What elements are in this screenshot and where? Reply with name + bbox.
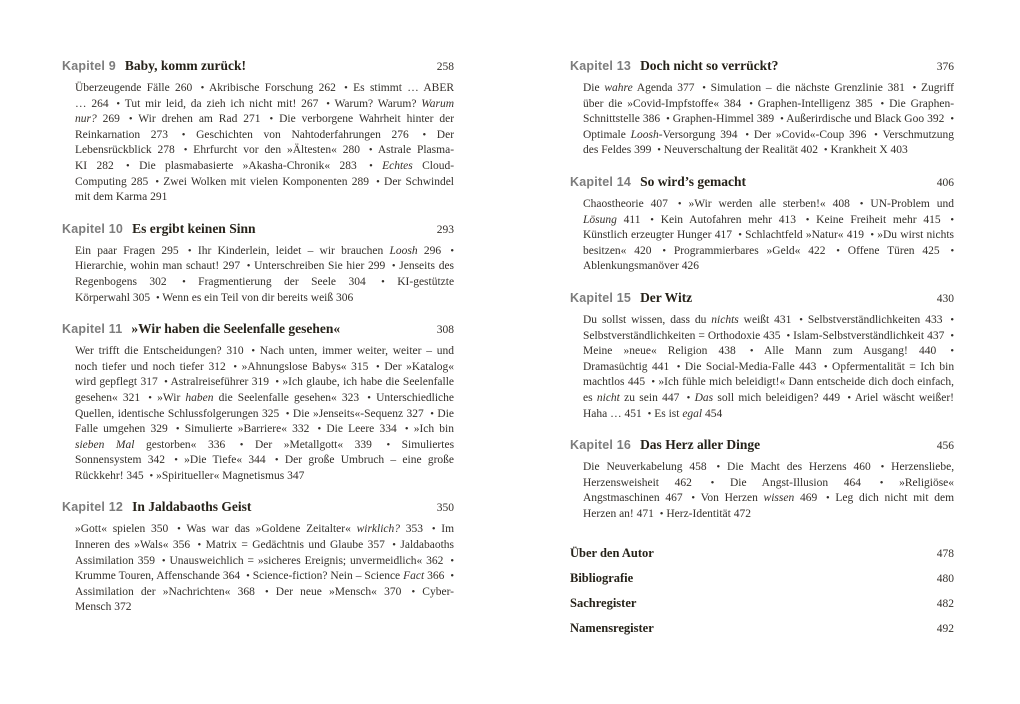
backmatter-page-number: 478 [936,548,954,561]
toc-entry: Du sollst wissen, dass du nichts weißt 431 [583,313,792,326]
bullet-separator: • [450,555,454,567]
chapter-title: Es ergibt keinen Sinn [132,220,256,236]
chapter-page-number: 456 [936,440,954,453]
toc-entry: Assimilation der »Nachrichten« 368 [75,585,255,598]
bullet-separator: • [386,439,391,451]
bullet-separator: • [912,83,917,94]
toc-entry: Unterschreiben Sie hier 299 [254,260,386,273]
bullet-separator: • [805,214,810,226]
bullet-separator: • [786,330,791,342]
toc-entry: Unterschiedliche Quellen, identische Schlussfolgerungen 325 [75,391,455,420]
chapter-title: »Wir haben die Seelenfalle gesehen« [131,321,341,337]
toc-entry: Programmierbares »Geld« 422 [673,244,826,257]
bullet-separator: • [376,176,380,188]
toc-column-right [570,57,954,646]
bullet-separator: • [431,524,436,536]
chapter-section [570,436,954,522]
toc-column-left [62,57,454,630]
chapter-number-label: Kapitel 15 [570,290,632,305]
bullet-separator: • [149,470,154,482]
bullet-separator: • [155,292,160,304]
backmatter-title: Über den Autor [570,546,654,561]
bullet-separator: • [246,571,250,583]
bullet-separator: • [161,555,166,567]
bullet-separator: • [950,114,955,126]
toc-entry: UN-Problem und Lösung 411 [583,197,955,226]
chapter-page-number: 350 [436,502,454,515]
bullet-separator: • [181,129,186,141]
bullet-separator: • [392,540,396,552]
bullet-separator: • [368,145,373,157]
bullet-separator: • [677,198,682,210]
bullet-separator: • [780,114,784,126]
chapter-number-label: Kapitel 10 [62,221,124,236]
toc-entry: Der große Umbruch – eine große Rückkehr! 345 [75,454,455,482]
toc-entry: Ariel wäscht weißer! Haha … 451 [583,391,954,420]
toc-entry: Die Leere 334 [326,423,397,436]
chapter-heading [570,57,954,76]
chapter-entries [75,344,454,484]
toc-entry: Krankheit X 403 [830,144,908,157]
toc-entry: Neuverschaltung der Realität 402 [663,144,819,157]
chapter-section [62,57,454,206]
bullet-separator: • [183,145,188,157]
bullet-separator: • [662,245,666,257]
bullet-separator: • [174,455,178,467]
chapter-entries [583,313,954,422]
bullet-separator: • [870,230,874,242]
bullet-separator: • [651,377,656,389]
toc-entry: »Ich fühle mich beleidigt!« Dann entscheide dich doch einfach, es nicht zu sein 447 [583,376,955,404]
toc-entry: Echtes Cloud-Computing 285 [75,159,455,188]
bullet-separator: • [177,524,181,536]
bullet-separator: • [825,493,830,505]
toc-entry: Keine Freiheit mehr 415 [816,213,941,226]
bullet-separator: • [666,114,670,126]
toc-entry: Wenn es ein Teil von dir bereits weiß 306 [162,291,354,304]
toc-entry: Es ist egal 454 [654,407,723,420]
toc-entry: Die Social-Media-Falle 443 [684,360,817,373]
toc-entry: »Wir haben die Seelenfalle gesehen« 323 [157,391,360,404]
bullet-separator: • [716,462,721,474]
bullet-separator: • [274,455,279,467]
chapter-heading [62,320,454,339]
toc-entry: Außerirdische und Black Goo 392 [786,113,945,126]
toc-entry: Die »Jenseits«-Sequenz 327 [292,407,424,420]
toc-entry: Selbstverständlichkeiten = Orthodoxie 435 [583,329,781,342]
toc-entry: Hierarchie, wohin man schaut! 297 [75,260,241,273]
bullet-separator: • [950,330,954,342]
backmatter-page-number: 492 [936,623,954,636]
chapter-entries [583,460,954,522]
chapter-page-number: 308 [436,324,454,337]
toc-entry: Graphen-Intelligenz 385 [757,97,873,110]
bullet-separator: • [422,129,427,141]
bullet-separator: • [344,83,348,94]
toc-entry: »Spiritueller« Magnetismus 347 [156,469,305,482]
chapter-section [62,320,454,484]
chapter-number-label: Kapitel 9 [62,59,116,73]
toc-entry: Warum? Warum? Warum nur? 269 [75,97,455,126]
bullet-separator: • [745,129,749,141]
bullet-separator: • [251,346,256,358]
bullet-separator: • [702,83,706,94]
bullet-separator: • [404,424,409,436]
toc-entry: Die Graphen-Schnittstelle 386 [583,97,955,126]
bullet-separator: • [879,477,884,489]
chapter-number-label: Kapitel 12 [62,500,124,515]
chapter-heading [570,436,954,455]
bullet-separator: • [799,314,803,326]
bullet-separator: • [823,145,828,157]
toc-entry: Optimale Loosh-Versorgung 394 [583,128,738,141]
bullet-separator: • [246,261,251,273]
toc-entry: Nach unten, immer weiter, weiter – und noch tiefer und noch tiefer 312 [75,345,455,373]
bullet-separator: • [710,477,715,489]
bullet-separator: • [233,361,238,373]
toc-entry: Simulierte »Barriere« 332 [184,423,310,436]
chapter-section [570,57,954,159]
chapter-page-number: 406 [936,176,954,189]
toc-entry: Herz-Identität 472 [666,507,751,520]
chapter-section [62,498,454,616]
bullet-separator: • [659,508,664,520]
toc-entry: Zwei Wolken mit vielen Komponenten 289 [163,175,369,188]
bullet-separator: • [836,245,840,257]
chapter-title: Der Witz [640,289,693,305]
bullet-separator: • [430,408,434,420]
toc-entry: Ehrfurcht vor den »Ältesten« 280 [193,144,360,157]
toc-entry: »Wir werden alle sterben!« 408 [688,197,850,210]
chapter-entries [583,81,954,159]
toc-entry: »Gott« spielen 350 [75,523,169,536]
toc-entry: Die Falle umgehen 329 [75,407,454,436]
toc-entry: »Religiöse« Angstmaschinen 467 [583,476,955,505]
bullet-separator: • [874,129,878,141]
toc-entry: Fragmentierung der Seele 304 [198,275,366,288]
chapter-page-number: 376 [936,61,954,73]
toc-entry: Der neue »Mensch« 370 [275,585,402,598]
chapter-section [570,289,954,422]
toc-entry: Astrale Plasma-KI 282 [75,144,455,172]
toc-entry: Jaldabaoths Assimilation 359 [75,539,455,567]
chapter-page-number: 258 [436,61,454,73]
toc-entry: Die plasmabasierte »Akasha-Chronik« 283 [139,159,357,172]
bullet-separator: • [155,176,160,188]
toc-entry: Kein Autofahren mehr 413 [660,213,796,226]
bullet-separator: • [450,571,455,583]
bullet-separator: • [950,214,955,226]
toc-entry: Der »Covid«-Coup 396 [753,128,867,141]
toc-entry: Es stimmt … ABER … 264 [75,82,455,110]
toc-entry: Akribische Forschung 262 [208,82,336,94]
toc-entry: »Ich glaube, ich habe die Seelenfalle gesehen« 321 [75,376,455,404]
toc-entry: Was war das »Goldene Zeitalter« wirklich? 353 [186,523,424,536]
toc-entry: Das soll mich beleidigen? 449 [694,391,841,404]
toc-entry: Herzensliebe, Herzensweisheit 462 [583,461,955,489]
backmatter-page-number: 482 [936,598,954,611]
chapter-heading [570,173,954,192]
bullet-separator: • [691,493,696,505]
toc-entry: Alle Mann zum Ausgang! 440 [764,345,937,358]
chapter-title: Doch nicht so verrückt? [640,58,779,73]
chapter-number-label: Kapitel 14 [570,174,632,189]
toc-entry: Die Macht des Herzens 460 [727,461,871,474]
toc-entry: »Ich bin sieben Mal gestorben« 336 [75,423,454,451]
bullet-separator: • [128,114,133,126]
bullet-separator: • [657,145,661,157]
bullet-separator: • [187,245,192,257]
chapter-heading [62,220,454,239]
chapter-title: Baby, komm zurück! [124,58,247,73]
bullet-separator: • [880,98,885,110]
toc-entry: Im Inneren des »Wals« 356 [75,523,455,552]
backmatter-page-number: 480 [936,573,954,586]
bullet-separator: • [391,261,396,273]
toc-entry: »Ahnungslose Babys« 315 [241,360,369,373]
bullet-separator: • [148,392,152,404]
bullet-separator: • [823,361,828,373]
bullet-separator: • [738,230,742,242]
bullet-separator: • [182,276,186,288]
bullet-separator: • [116,98,121,110]
bullet-separator: • [175,424,180,436]
toc-entry: Selbstverständlichkeiten 433 [807,313,943,326]
toc-entry: Simulation – die nächste Grenzlinie 381 [710,82,905,94]
toc-entry: Krumme Touren, Affenschande 364 [75,570,241,583]
backmatter-list [570,546,954,636]
chapter-heading [62,57,454,76]
bullet-separator: • [275,377,280,389]
backmatter-title: Namensregister [570,621,654,636]
toc-entry: Science-fiction? Nein – Science Fact 366 [252,570,445,583]
bullet-separator: • [950,314,955,326]
bullet-separator: • [749,98,753,110]
toc-entry: Wer trifft die Entscheidungen? 310 [75,345,244,358]
chapter-title: Das Herz aller Dinge [640,437,761,453]
toc-entry: Matrix = Gedächtnis und Glaube 357 [205,539,385,552]
bullet-separator: • [749,346,754,358]
bullet-separator: • [686,392,691,404]
toc-entry: Zugriff über die »Covid-Impfstoffe« 384 [583,82,955,110]
chapter-section [570,173,954,275]
bullet-separator: • [317,424,322,436]
toc-entry: Simuliertes Sonnensystem 342 [75,438,455,467]
toc-entry: Graphen-Himmel 389 [672,113,775,126]
toc-entry: Der »Metallgott« 339 [254,438,372,451]
chapter-page-number: 293 [436,223,454,236]
toc-entry: »Die Tiefe« 344 [184,454,266,467]
toc-entry: Leg dich nicht mit dem Herzen an! 471 [583,492,955,520]
bullet-separator: • [381,276,385,288]
toc-entry: Ein paar Fragen 295 [75,244,179,257]
bullet-separator: • [411,586,416,598]
bullet-separator: • [950,346,955,358]
bullet-separator: • [367,392,371,404]
chapter-title: So wird’s gemacht [640,173,747,189]
toc-entry: Jenseits des Regenbogens 302 [75,260,455,288]
toc-entry: Ablenkungsmanöver 426 [583,260,699,273]
backmatter-row [570,571,954,586]
toc-entry: Unausweichlich = »sicheres Ereignis; unvermeidlich« 362 [169,554,444,567]
toc-entry: Die verborgene Wahrheit hinter der Reinkarnation 273 [75,113,455,141]
bullet-separator: • [880,462,885,474]
bullet-separator: • [950,245,955,257]
bullet-separator: • [285,408,290,420]
bullet-separator: • [269,114,274,126]
backmatter-row [570,546,954,561]
chapter-number-label: Kapitel 16 [570,438,632,453]
toc-entry: Die wahre Agenda 377 [583,82,695,94]
bullet-separator: • [369,160,373,172]
toc-entry: Überzeugende Fälle 260 [75,82,193,94]
bullet-separator: • [376,361,380,373]
chapter-entries [75,81,454,206]
toc-entry: Verschmutzung des Feldes 399 [583,128,955,157]
bullet-separator: • [264,586,269,598]
toc-entry: Der Schwindel mit dem Karma 291 [75,175,454,204]
bullet-separator: • [197,540,202,552]
toc-entry: Künstlich erzeugter Hunger 417 [583,229,732,242]
chapter-entries [75,244,454,306]
bullet-separator: • [450,245,455,257]
chapter-section [62,220,454,306]
bullet-separator: • [650,214,654,226]
toc-entry: Der Lebensrückblick 278 [75,128,455,157]
toc-entry: Tut mir leid, da zieh ich nicht mit! 267 [124,97,319,110]
toc-entry: Offene Türen 425 [847,244,940,257]
chapter-page-number: 430 [936,292,954,305]
toc-entry: »Du wirst nichts besitzen« 420 [583,229,955,257]
toc-entry: Cyber-Mensch 372 [75,585,455,614]
bullet-separator: • [239,439,244,451]
toc-entry: KI-gestützte Körperwahl 305 [75,275,455,304]
toc-entry: Meine »neue« Religion 438 [583,345,736,358]
backmatter-row [570,596,954,611]
toc-entry: Chaostheorie 407 [583,197,668,210]
bullet-separator: • [847,392,852,404]
chapter-number-label: Kapitel 13 [570,59,632,73]
toc-entry: Die Angst-Illusion 464 [730,476,862,489]
backmatter-row [570,621,954,636]
bullet-separator: • [676,361,681,373]
bullet-separator: • [326,98,330,110]
toc-entry: Von Herzen wissen 469 [700,492,818,505]
chapter-heading [62,498,454,517]
chapter-entries [583,197,954,275]
toc-entry: Ihr Kinderlein, leidet – wir brauchen Loosh 296 [197,244,442,257]
chapter-title: In Jaldabaoths Geist [132,499,252,515]
chapter-number-label: Kapitel 11 [62,322,123,337]
bullet-separator: • [126,160,130,172]
toc-entry: Die Neuverkabelung 458 [583,461,707,474]
bullet-separator: • [859,198,864,210]
toc-entry: Schlachtfeld »Natur« 419 [745,229,865,242]
toc-entry: Astralreiseführer 319 [170,376,269,389]
toc-entry: Dramasüchtig 441 [583,360,670,373]
backmatter-title: Sachregister [570,596,637,611]
toc-entry: Opfermentalität = Ich bin machtlos 445 [583,360,955,389]
bullet-separator: • [647,408,652,420]
toc-entry: Der »Katalog« wird gepflegt 317 [75,360,455,389]
toc-entry: Wir drehen am Rad 271 [138,113,261,126]
chapter-entries [75,522,454,616]
chapter-heading [570,289,954,308]
toc-entry: Geschichten von Nahtoderfahrungen 276 [196,128,409,141]
bullet-separator: • [200,83,205,94]
backmatter-title: Bibliografie [570,571,634,586]
toc-entry: Islam-Selbstverständlichkeit 437 [793,329,945,342]
bullet-separator: • [164,377,168,389]
